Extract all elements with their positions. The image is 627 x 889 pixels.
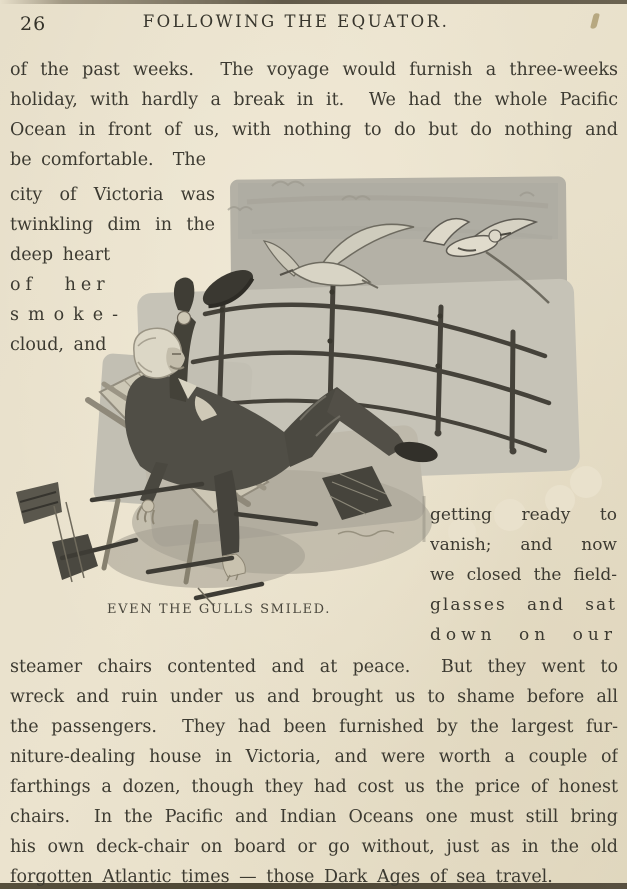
page-number: 26 [20,13,47,35]
text-line: Ocean in front of us, with nothing to do but do nothing and [10,120,618,140]
text-line: we closed the field- [430,565,617,585]
text-line: twinkling dim in the [10,215,215,235]
text-line: city of Victoria was [10,185,215,205]
running-title: FOLLOWING THE EQUATOR. [142,12,450,31]
hand [142,500,154,512]
paragraph-top [10,55,618,175]
text-line: glasses and sat [430,595,617,615]
text-line: of her [10,275,110,295]
text-line: be comfortable. The [10,150,207,170]
paragraph-bottom [10,652,618,889]
text-line: wreck and ruin under us and brought us to shame before all [10,687,618,707]
text-line: smoke- [10,305,127,325]
illustration-caption: EVEN THE GULLS SMILED. [107,602,331,617]
text-line: farthings a dozen, though they had cost us the price of honest [10,777,618,797]
text-line: his own deck-chair on board or go without, just as in the old [10,837,618,857]
text-line: chairs. In the Pacific and Indian Oceans one must still bring [10,807,618,827]
text-line: niture-dealing house in Victoria, and were worth a couple of [10,747,618,767]
text-line: forgotten Atlantic times — those Dark Ages of sea travel. [10,867,553,887]
text-line: steamer chairs contented and at peace. But they went to [10,657,618,677]
column-left [10,180,215,360]
text-line: down on our [430,625,617,645]
text-line: holiday, with hardly a break in it. We had the whole Pacific [10,90,618,110]
text-line: vanish; and now [430,535,617,555]
text-line: cloud, and [10,335,107,355]
scan-top-edge [0,0,627,4]
column-right [430,500,617,650]
text-line: deep heart [10,245,111,265]
text-line: of the past weeks. The voyage would furnish a three-weeks [10,60,618,80]
text-line: the passengers. They had been furnished by the largest fur- [10,717,618,737]
text-line: getting ready to [430,505,617,525]
